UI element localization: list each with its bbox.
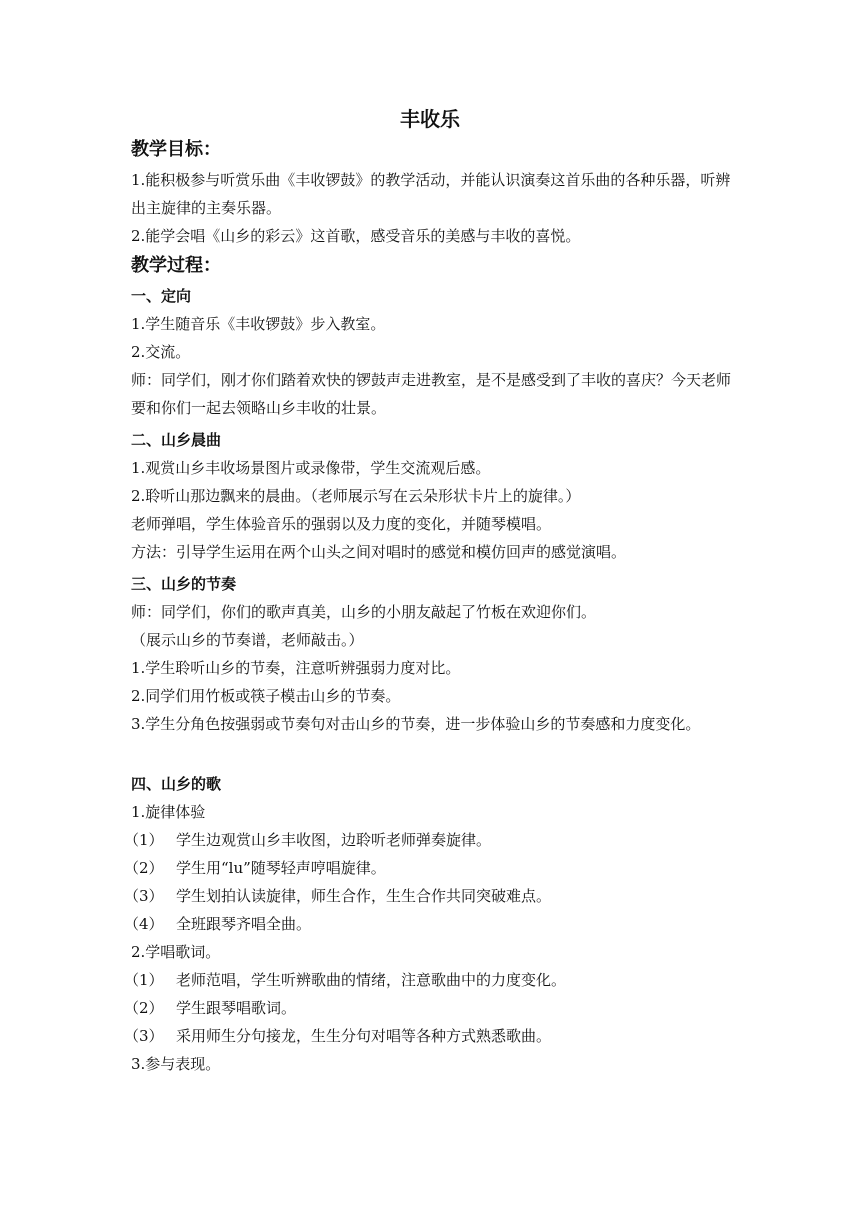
sub-item-number: （1）	[124, 971, 164, 989]
section-3-item-1: 1.学生聆听山乡的节奏，注意听辨强弱力度对比。	[131, 659, 461, 677]
section-3-heading: 三、山乡的节奏	[131, 575, 237, 593]
section-1-item-2: 2.交流。	[131, 343, 191, 361]
sub-item	[124, 914, 734, 934]
sub-item-text: 采用师生分句接龙，生生分句对唱等各种方式熟悉歌曲。	[176, 1027, 552, 1045]
section-1-item-1: 1.学生随音乐《丰收锣鼓》步入教室。	[131, 315, 386, 333]
goal-1: 1.能积极参与听赏乐曲《丰收锣鼓》的教学活动，并能认识演奏这首乐曲的各种乐器，听辨出主旋律的主奏乐器。	[131, 171, 731, 217]
goal-2: 2.能学会唱《山乡的彩云》这首歌，感受音乐的美感与丰收的喜悦。	[131, 227, 581, 245]
section-4-item-3: 3.参与表现。	[131, 1055, 221, 1073]
sub-item-text: 学生边观赏山乡丰收图，边聆听老师弹奏旋律。	[176, 831, 492, 849]
section-2-method: 方法：引导学生运用在两个山头之间对唱时的感觉和模仿回声的感觉演唱。	[131, 543, 627, 561]
section-2-heading: 二、山乡晨曲	[131, 431, 222, 449]
section-4-item-1: 1.旋律体验	[131, 803, 206, 821]
sub-item	[124, 830, 734, 850]
section-2-item-3: 老师弹唱，学生体验音乐的强弱以及力度的变化，并随琴模唱。	[131, 515, 552, 533]
sub-item	[124, 998, 734, 1018]
section-4-item-2: 2.学唱歌词。	[131, 943, 221, 961]
sub-item-number: （2）	[124, 999, 164, 1017]
sub-item-text: 学生跟琴唱歌词。	[176, 999, 297, 1017]
section-2-item-2: 2.聆听山那边飘来的晨曲。（老师展示写在云朵形状卡片上的旋律。）	[131, 487, 581, 505]
sub-item	[124, 970, 734, 990]
section-2-item-1: 1.观赏山乡丰收场景图片或录像带，学生交流观后感。	[131, 459, 491, 477]
section-4-heading: 四、山乡的歌	[131, 775, 222, 793]
sub-item	[124, 886, 734, 906]
sub-item-text: 学生划拍认读旋律，师生合作，生生合作共同突破难点。	[176, 887, 552, 905]
sub-item-number: （3）	[124, 887, 164, 905]
sub-item-number: （4）	[124, 915, 164, 933]
section-1-dialogue: 师：同学们，刚才你们踏着欢快的锣鼓声走进教室，是不是感受到了丰收的喜庆？今天老师要和你们一起去领略山乡丰收的壮景。	[131, 371, 732, 417]
sub-item	[124, 1026, 734, 1046]
section-3-dialogue: 师：同学们，你们的歌声真美，山乡的小朋友敲起了竹板在欢迎你们。	[131, 603, 597, 621]
section-3-item-2: 2.同学们用竹板或筷子模击山乡的节奏。	[131, 687, 401, 705]
goals-heading: 教学目标：	[131, 139, 221, 160]
sub-item-text: 老师范唱，学生听辨歌曲的情绪，注意歌曲中的力度变化。	[176, 971, 567, 989]
section-3-note: （展示山乡的节奏谱，老师敲击。）	[131, 631, 364, 649]
section-3-item-3: 3.学生分角色按强弱或节奏句对击山乡的节奏，进一步体验山乡的节奏感和力度变化。	[131, 715, 701, 733]
sub-item	[124, 858, 734, 878]
sub-item-number: （1）	[124, 831, 164, 849]
sub-item-number: （3）	[124, 1027, 164, 1045]
sub-item-text: 学生用“lu”随琴轻声哼唱旋律。	[176, 859, 386, 877]
sub-item-number: （2）	[124, 859, 164, 877]
sub-item-text: 全班跟琴齐唱全曲。	[176, 915, 312, 933]
document-title: 丰收乐	[400, 107, 460, 131]
section-1-heading: 一、定向	[131, 287, 192, 305]
process-heading: 教学过程：	[131, 255, 221, 276]
